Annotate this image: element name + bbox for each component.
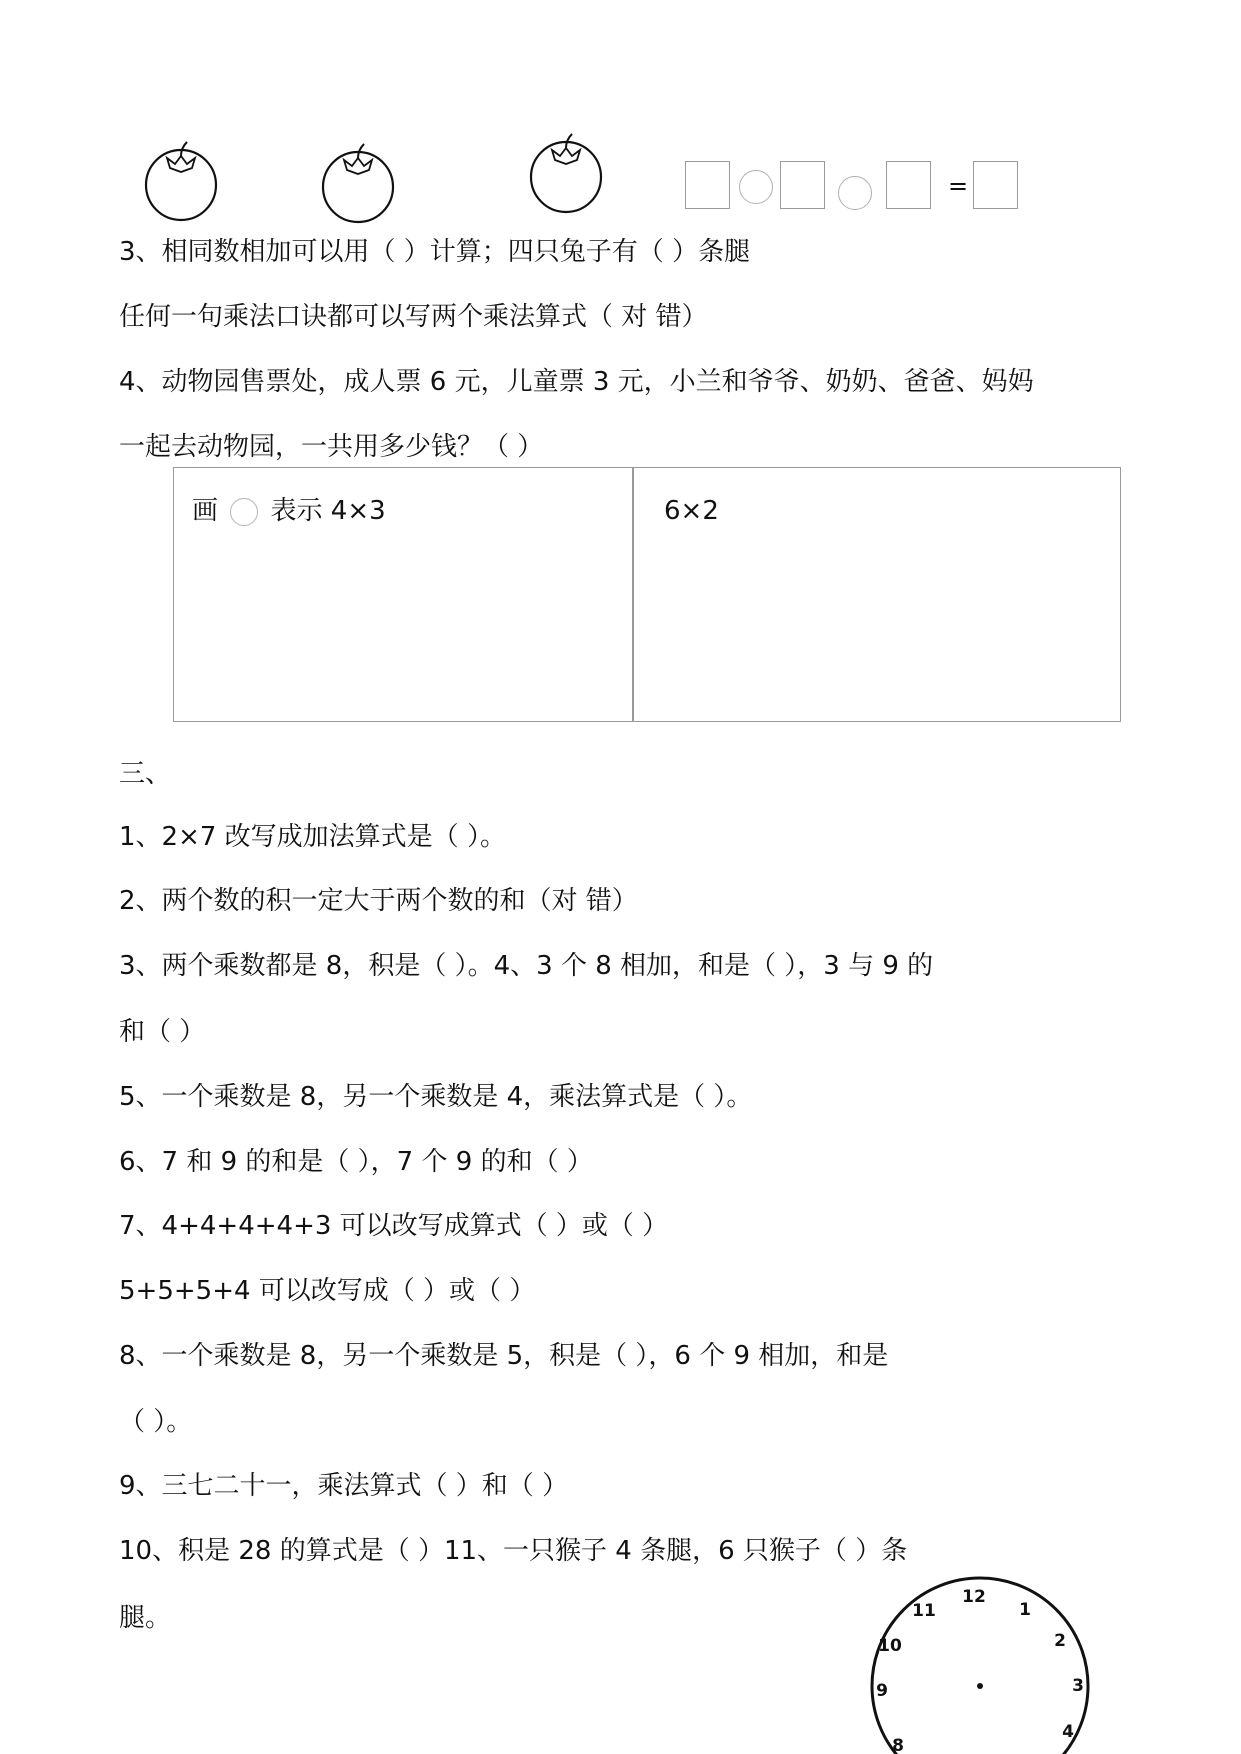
represents-text: 表示 4×3: [270, 496, 386, 526]
clock-number: 12: [962, 1587, 986, 1607]
clock-number: 10: [878, 1636, 902, 1656]
s3-item: 6、7 和 9 的和是（ ），7 个 9 的和（ ）: [119, 1147, 593, 1177]
clock-number: 2: [1054, 1631, 1066, 1651]
s3-item: 9、三七二十一，乘法算式（ ）和（ ）: [119, 1471, 569, 1501]
clock-number: 4: [1062, 1722, 1074, 1742]
clock-number: 9: [876, 1681, 888, 1701]
answer-box[interactable]: [780, 161, 825, 209]
clock-number: 3: [1072, 1676, 1084, 1696]
clock-number: 11: [912, 1601, 936, 1621]
clock-face: [860, 1575, 1100, 1754]
clock-number: 8: [892, 1736, 904, 1754]
s3-item: （ ）。: [119, 1407, 193, 1437]
tomato-icon: [323, 144, 393, 222]
s3-item: 7、4+4+4+4+3 可以改写成算式（ ）或（ ）: [119, 1211, 669, 1241]
clock-center: [977, 1683, 983, 1689]
drawing-table: [173, 467, 1121, 722]
clock-number: 1: [1019, 1600, 1031, 1620]
left-cell-instruction: [192, 495, 386, 527]
s3-item: 8、一个乘数是 8，另一个乘数是 5，积是（ ），6 个 9 相加，和是: [119, 1341, 889, 1371]
table-divider: [632, 468, 634, 721]
tomato-illustrations: [135, 120, 615, 225]
answer-box[interactable]: [886, 161, 931, 209]
question-3-line-1: 3、相同数相加可以用（ ）计算；四只兔子有（ ）条腿: [119, 237, 751, 267]
operator-circle[interactable]: [739, 170, 773, 204]
answer-box[interactable]: [973, 161, 1018, 209]
s3-item: 10、积是 28 的算式是（ ）11、一只猴子 4 条腿，6 只猴子（ ）条: [119, 1536, 908, 1566]
s3-item: 和（ ）: [119, 1017, 206, 1047]
s3-item: 2、两个数的积一定大于两个数的和（对 错）: [119, 886, 638, 916]
question-3-line-2: 任何一句乘法口诀都可以写两个乘法算式（ 对 错）: [119, 302, 708, 332]
answer-box[interactable]: [685, 161, 730, 209]
question-4-line-1: 4、动物园售票处，成人票 6 元，儿童票 3 元，小兰和爷爷、奶奶、爸爸、妈妈: [119, 367, 1034, 397]
s3-item: 3、两个乘数都是 8，积是（ ）。4、3 个 8 相加，和是（ ），3 与 9 的: [119, 951, 934, 981]
tomato-icon: [146, 142, 216, 220]
operator-circle[interactable]: [838, 176, 872, 210]
s3-item: 5+5+5+4 可以改写成（ ）或（ ）: [119, 1276, 536, 1306]
right-cell-expression: 6×2: [664, 496, 719, 526]
equals-sign: =: [948, 172, 969, 200]
s3-item: 腿。: [119, 1603, 172, 1633]
s3-item: 1、2×7 改写成加法算式是（ ）。: [119, 822, 506, 852]
circle-icon: [230, 498, 258, 526]
tomato-icon: [531, 134, 601, 212]
question-4-line-2: 一起去动物园，一共用多少钱？（ ）: [119, 432, 544, 462]
section-3-heading: 三、: [119, 759, 172, 789]
s3-item: 5、一个乘数是 8，另一个乘数是 4，乘法算式是（ ）。: [119, 1082, 753, 1112]
draw-word: 画: [192, 496, 219, 526]
